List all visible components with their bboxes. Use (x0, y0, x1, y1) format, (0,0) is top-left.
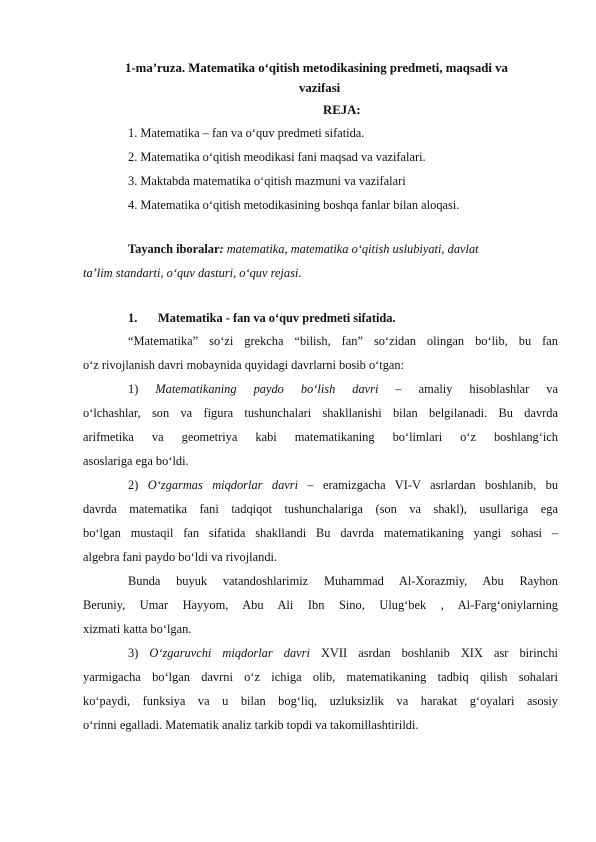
p3-line-1 (128, 478, 558, 493)
plan-item-4: 4. Matematika o‘qitish metodikasining boshqa fanlar bilan aloqasi. (128, 198, 460, 212)
p5-rest: XVII asrdan boshlanib XIX asr birinchi (309, 646, 559, 660)
p4-line-3: xizmati katta bo‘lgan. (83, 622, 192, 636)
p3-line-4: algebra fani paydo bo‘ldi va rivojlandi. (83, 550, 278, 564)
p1-line-1: “Matematika” so‘zi grekcha “bilish, fan” so‘zidan olingan bo‘lib, bu fan (128, 334, 558, 348)
p5-line-2: yarmigacha bo‘lgan davrni o‘z ichiga olib, matematikaning tadbiq qilish sohalari (83, 670, 558, 684)
p5-line-3: ko‘paydi, funksiya va u bilan bog‘liq, uzluksizlik va harakat g‘oyalari asosiy (83, 694, 558, 708)
p4-line-1: Bunda buyuk vatandoshlarimiz Muhammad Al-Xorazmiy, Abu Rayhon (128, 574, 558, 588)
p5-num: 3) (128, 646, 150, 660)
p5-line-4: o‘rinni egalladi. Matematik analiz tarkib topdi va takomillashtirildi. (83, 718, 419, 732)
p2-rest: – amaliy hisoblashlar va (378, 382, 558, 396)
p3-num: 2) (128, 478, 148, 492)
plan-item-2: 2. Matematika o‘qitish meodikasi fani maqsad va vazifalari. (128, 150, 426, 164)
keywords-end: . (298, 266, 302, 280)
section-1-heading: Matematika - fan va o‘quv predmeti sifatida. (158, 311, 396, 325)
plan-item-1: 1. Matematika – fan va o‘quv predmeti sifatida. (128, 126, 365, 140)
p2-line-4: asoslariga ega bo‘ldi. (83, 454, 189, 468)
keywords-text-2: ta’lim standarti, o‘quv dasturi, o‘quv rejasi (83, 266, 299, 280)
keywords-colon: : (219, 242, 224, 256)
p3-term: O‘zgarmas miqdorlar davri (147, 478, 299, 492)
p5-term: O‘zgaruvchi miqdorlar davri (149, 646, 310, 660)
keywords-line-2 (83, 266, 301, 281)
p2-num: 1) (128, 382, 156, 396)
lecture-title-line-1: 1-ma’ruza. Matematika o‘qitish metodikasining predmeti, maqsadi va (125, 61, 508, 75)
p3-rest: – eramizgacha VI-V asrlardan boshlanib, bu (298, 478, 559, 492)
p2-term: Matematikaning paydo bo‘lish davri (155, 382, 379, 396)
keywords-line-1 (128, 242, 479, 257)
p4-line-2: Beruniy, Umar Hayyom, Abu Ali Ibn Sino, Ulug‘bek , Al-Farg‘oniylarning (83, 598, 558, 612)
p2-line-3: arifmetika va geometriya kabi matematikaning bo‘limlari o‘z boshlang‘ich (83, 430, 558, 444)
p3-line-2: davrda matematika fani tadqiqot tushunchalariga (son va shakl), usullariga ega (83, 502, 558, 516)
lecture-title-line-2: vazifasi (299, 81, 341, 95)
p3-line-3: bo‘lgan mustaqil fan sifatida shakllandi Bu davrda matematikaning yangi sohasi – (83, 526, 558, 540)
p2-line-2: o‘lchashlar, son va figura tushunchalari shakllanishi bilan belgilanadi. Bu davrda (83, 406, 558, 420)
keywords-text-1: matematika, matematika o‘qitish uslubiyati, davlat (223, 242, 479, 256)
p5-line-1 (128, 646, 558, 661)
section-1-number: 1. (128, 311, 138, 325)
plan-item-3: 3. Maktabda matematika o‘qitish mazmuni va vazifalari (128, 174, 406, 188)
p1-line-2: o‘z rivojlanish davri mobaynida quyidagi davrlarni bosib o‘tgan: (83, 358, 405, 372)
keywords-label: Tayanch iboralar (128, 242, 220, 256)
p2-line-1 (128, 382, 558, 397)
plan-heading: REJA: (323, 103, 361, 117)
